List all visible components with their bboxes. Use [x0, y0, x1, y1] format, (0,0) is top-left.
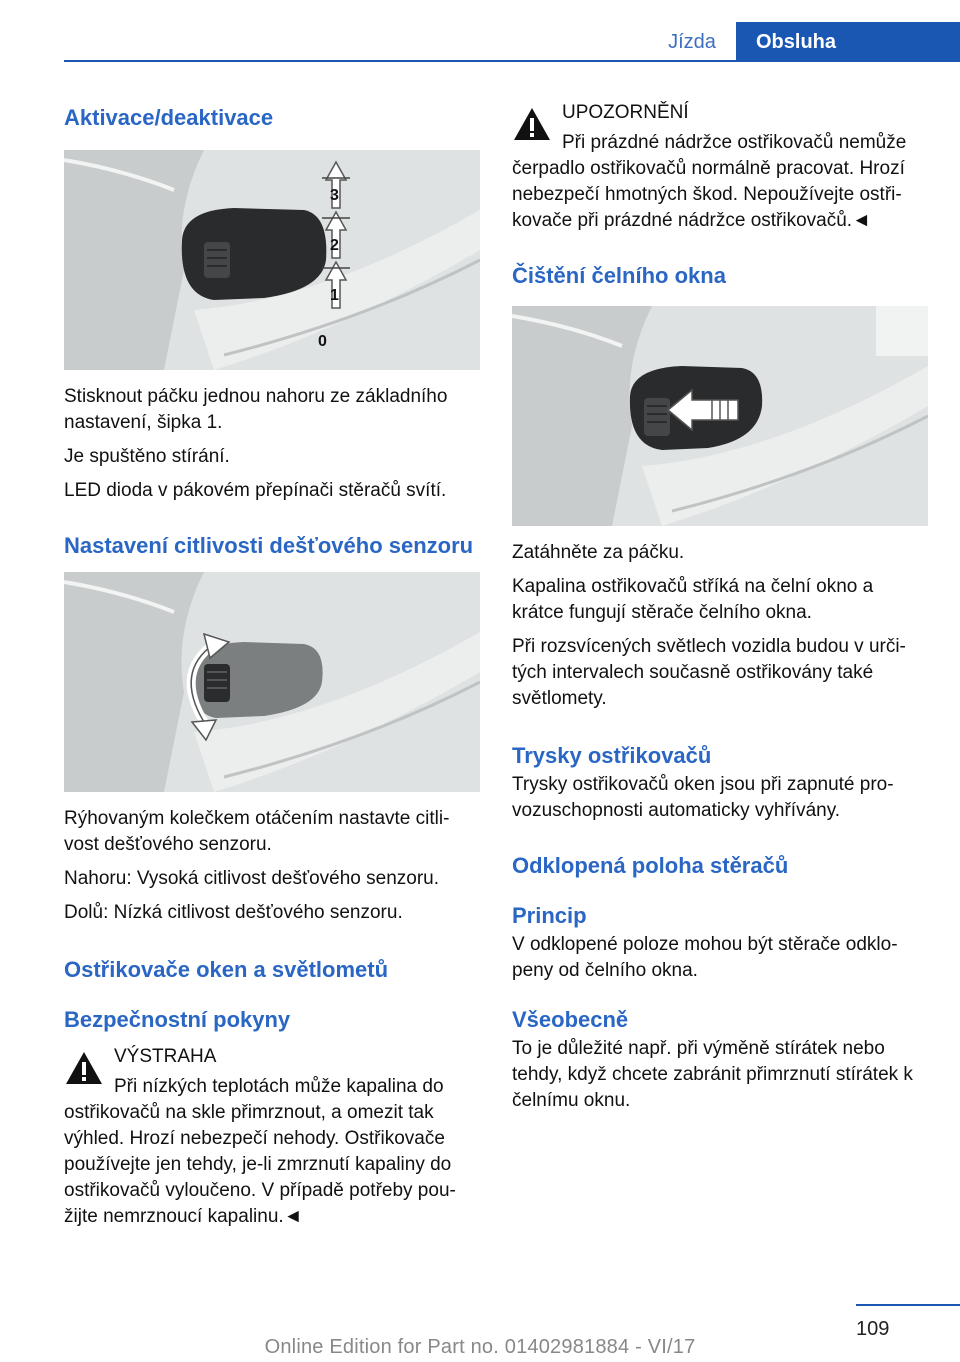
caution-title: UPOZORNĚNÍ — [562, 102, 689, 123]
para-led-lit: LED dioda v pákovém přepínači stěračů svítí. — [64, 480, 447, 501]
para-general: To je důležité např. při výměně stírátek nebo tehdy, když chcete zabránit přimrznutí stírátek k čelnímu oknu. — [512, 1038, 913, 1111]
footer-rule — [856, 1304, 960, 1306]
warning-text: Při nízkých teplotách může kapalina do ostřikovačů na skle přimrznout, a omezit tak výhled. Hrozí nebezpečí nehody. Ostřikovače používejte jen tehdy, je-li zmrznutí kapaliny do ostřikovačů vyloučeno. V případě potřeby pou‐žijte nemrznoucí kapalinu.◄ — [64, 1076, 456, 1227]
para-sensitivity-high: Nahoru: Vysoká citlivost dešťového senzoru. — [64, 868, 439, 889]
heading-foldout-position: Odklopená poloha stěračů — [512, 853, 789, 878]
para-nozzles-heated: Trysky ostřikovačů oken jsou při zapnuté pro‐vozuschopnosti automaticky vyhřívány. — [512, 774, 894, 821]
right-column — [512, 100, 928, 1114]
warning-icon — [64, 1050, 104, 1086]
para-fluid-sprays: Kapalina ostřikovačů stříká na čelní okno a krátce fungují stěrače čelního okna. — [512, 576, 874, 623]
para-rain-sensor-adjust: Rýhovaným kolečkem otáčením nastavte citli‐vost dešťového senzoru. — [64, 808, 450, 855]
heading-washers: Ostřikovače oken a světlometů — [64, 957, 389, 982]
heading-safety-notes: Bezpečnostní pokyny — [64, 1007, 291, 1032]
para-principle: V odklopené poloze mohou být stěrače odklo‐peny od čelního okna. — [512, 934, 898, 981]
caution-block — [512, 100, 928, 126]
para-wiping-started: Je spuštěno stírání. — [64, 446, 230, 467]
para-sensitivity-low: Dolů: Nízká citlivost dešťového senzoru. — [64, 902, 403, 923]
warning-title: VÝSTRAHA — [114, 1046, 217, 1067]
warning-block — [64, 1044, 480, 1070]
heading-rain-sensor: Nastavení citlivosti dešťového senzoru — [64, 533, 474, 558]
fig1-label-3: 3 — [330, 187, 339, 204]
heading-washer-nozzles: Trysky ostřikovačů — [512, 743, 712, 768]
figure-wiper-lever-positions — [64, 150, 480, 370]
tab-jizda[interactable]: Jízda — [668, 31, 716, 53]
heading-windshield-cleaning: Čištění čelního okna — [512, 263, 726, 288]
heading-principle: Princip — [512, 903, 587, 928]
heading-general: Všeobecně — [512, 1007, 629, 1032]
edition-note: Online Edition for Part no. 01402981884 - VI/17 — [264, 1336, 696, 1358]
figure-pull-lever — [512, 306, 928, 526]
tab-obsluha[interactable]: Obsluha — [736, 22, 960, 62]
fig1-label-1: 1 — [330, 287, 339, 304]
fig1-label-2: 2 — [330, 237, 339, 254]
caution-text: Při prázdné nádržce ostřikovačů nemůže čerpadlo ostřikovačů normálně pracovat. Hrozí nebezpečí hmotných škod. Nepoužívejte ostři‐kovače při prázdné nádržce ostřikovačů.◄ — [512, 132, 907, 231]
figure-rain-sensor-wheel — [64, 572, 480, 792]
fig1-label-0: 0 — [318, 333, 327, 350]
caution-icon — [512, 106, 552, 142]
para-headlights-washed: Při rozsvícených světlech vozidla budou v urči‐tých intervalech současně ostřikovány také světlomety. — [512, 636, 906, 709]
para-pull-lever: Zatáhněte za páčku. — [512, 542, 685, 563]
page-number: 109 — [856, 1318, 890, 1340]
heading-activation: Aktivace/deaktivace — [64, 105, 274, 130]
para-activate-step: Stisknout páčku jednou nahoru ze základního nastavení, šipka 1. — [64, 386, 448, 433]
left-column — [64, 100, 480, 1230]
